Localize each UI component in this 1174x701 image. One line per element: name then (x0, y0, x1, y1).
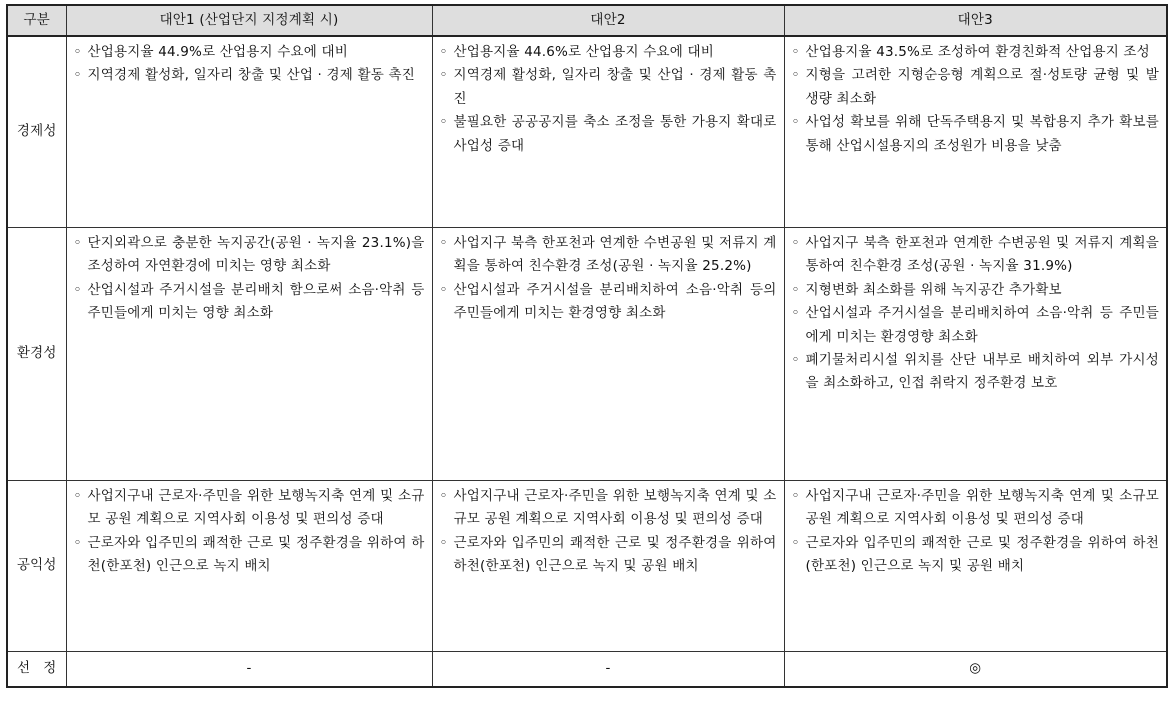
list-item (792, 532, 1160, 579)
bullet-icon: ◦ (439, 44, 448, 60)
row-economic (7, 36, 1167, 228)
list-item (440, 279, 777, 326)
list-item-text: 산업용지율 44.6%로 산업용지 수요에 대비 (453, 44, 714, 60)
list-item-text: 지역경제 활성화, 일자리 창출 및 산업 · 경제 활동 촉진 (87, 67, 415, 84)
list-item-text: 지형을 고려한 지형순응형 계획으로 절·성토량 균형 및 발생량 최소화 (805, 67, 1159, 107)
bullet-icon: ◦ (791, 352, 800, 369)
bullet-icon: ◦ (791, 488, 800, 504)
header-alt1: 대안1 (산업단지 지정계획 시) (66, 5, 432, 36)
bullet-icon: ◦ (439, 534, 448, 551)
bullet-icon: ◦ (439, 488, 448, 504)
list-item-text: 사업성 확보를 위해 단독주택용지 및 복합용지 추가 확보를 통해 산업시설용지의 조성원가 비용을 낮춤 (805, 114, 1159, 154)
alternatives-comparison-table (6, 4, 1168, 688)
bullet-icon: ◦ (791, 281, 800, 298)
header-row (7, 5, 1167, 36)
row-label-environmental: 환경성 (7, 228, 66, 481)
list-item (792, 485, 1160, 532)
bullet-icon: ◦ (73, 281, 82, 298)
bullet-icon: ◦ (439, 114, 448, 131)
cell-economic-alt3 (784, 36, 1167, 228)
list-item (440, 232, 777, 279)
list-item (792, 302, 1160, 349)
list-item (792, 41, 1160, 64)
list-item (792, 111, 1160, 158)
cell-environmental-alt3 (784, 228, 1167, 481)
list-item-text: 지형변화 최소화를 위해 녹지공간 추가확보 (805, 281, 1062, 298)
list-item-text: 폐기물처리시설 위치를 산단 내부로 배치하여 외부 가시성을 최소화하고, 인접 취락지 정주환경 보호 (805, 352, 1159, 392)
list-item (74, 41, 425, 64)
header-alt2: 대안2 (432, 5, 784, 36)
list-item (792, 64, 1160, 111)
list-item (74, 485, 425, 532)
cell-public-interest-alt2 (432, 481, 784, 652)
header-category: 구분 (7, 5, 66, 36)
bullet-icon: ◦ (791, 44, 800, 60)
bullet-icon: ◦ (73, 235, 82, 251)
selection-label-char2: 정 (43, 660, 57, 677)
list-item-text: 산업용지율 43.5%로 조성하여 환경친화적 산업용지 조성 (805, 44, 1150, 60)
cell-economic-alt1 (66, 36, 432, 228)
selection-alt1: - (66, 652, 432, 688)
list-item-text: 사업지구 북측 한포천과 연계한 수변공원 및 저류지 계획을 통하여 친수환경 조성(공원 · 녹지율 31.9%) (805, 235, 1159, 275)
bullet-icon: ◦ (73, 534, 82, 551)
list-item-text: 사업지구내 근로자·주민을 위한 보행녹지축 연계 및 소규모 공원 계획으로 지역사회 이용성 및 편의성 증대 (87, 488, 425, 528)
list-item (74, 532, 425, 579)
bullet-icon: ◦ (791, 235, 800, 251)
bullet-icon: ◦ (791, 305, 800, 322)
selection-alt3-mark: ◎ (784, 652, 1167, 688)
list-item (440, 111, 777, 158)
list-item-text: 사업지구내 근로자·주민을 위한 보행녹지축 연계 및 소규모 공원 계획으로 지역사회 이용성 및 편의성 증대 (805, 488, 1159, 528)
list-item-text: 사업지구 북측 한포천과 연계한 수변공원 및 저류지 계획을 통하여 친수환경 조성(공원 · 녹지율 25.2%) (453, 235, 777, 275)
selection-label-char1: 선 (17, 660, 31, 677)
list-item (74, 279, 425, 326)
list-item-text: 단지외곽으로 충분한 녹지공간(공원 · 녹지율 23.1%)을 조성하여 자연환경에 미치는 영향 최소화 (87, 235, 425, 275)
cell-economic-alt2 (432, 36, 784, 228)
list-item (74, 64, 425, 87)
bullet-icon: ◦ (439, 235, 448, 251)
row-label-public-interest: 공익성 (7, 481, 66, 652)
bullet-icon: ◦ (73, 67, 82, 84)
list-item-text: 산업시설과 주거시설을 분리배치하여 소음·악취 등 주민들에게 미치는 환경영향 최소화 (805, 305, 1159, 345)
bullet-icon: ◦ (791, 67, 800, 84)
row-label-economic: 경제성 (7, 36, 66, 228)
list-item (74, 232, 425, 279)
cell-environmental-alt2 (432, 228, 784, 481)
cell-environmental-alt1 (66, 228, 432, 481)
bullet-icon: ◦ (439, 67, 448, 84)
list-item-text: 불필요한 공공공지를 축소 조정을 통한 가용지 확대로 사업성 증대 (453, 114, 777, 154)
bullet-icon: ◦ (73, 488, 82, 504)
list-item-text: 사업지구내 근로자·주민을 위한 보행녹지축 연계 및 소규모 공원 계획으로 지역사회 이용성 및 편의성 증대 (453, 488, 777, 528)
list-item-text: 근로자와 입주민의 쾌적한 근로 및 정주환경을 위하여 하천(한포천) 인근으로 녹지 및 공원 배치 (805, 534, 1159, 575)
list-item (792, 232, 1160, 279)
row-selection (7, 652, 1167, 688)
list-item-text: 산업용지율 44.9%로 산업용지 수요에 대비 (87, 44, 348, 60)
header-alt3: 대안3 (784, 5, 1167, 36)
list-item-text: 지역경제 활성화, 일자리 창출 및 산업 · 경제 활동 촉진 (453, 67, 777, 107)
row-label-selection (7, 652, 66, 688)
bullet-icon: ◦ (791, 534, 800, 551)
list-item (792, 349, 1160, 396)
list-item-text: 근로자와 입주민의 쾌적한 근로 및 정주환경을 위하여 하천(한포천) 인근으로 녹지 배치 (87, 534, 425, 575)
list-item (440, 41, 777, 64)
list-item-text: 산업시설과 주거시설을 분리배치하여 소음·악취 등의 주민들에게 미치는 환경영향 최소화 (453, 281, 777, 322)
list-item (440, 532, 777, 579)
bullet-icon: ◦ (73, 44, 82, 60)
comparison-table-wrapper (6, 4, 1166, 688)
bullet-icon: ◦ (439, 281, 448, 298)
list-item-text: 근로자와 입주민의 쾌적한 근로 및 정주환경을 위하여 하천(한포천) 인근으로 녹지 및 공원 배치 (453, 534, 777, 575)
list-item (440, 64, 777, 111)
list-item-text: 산업시설과 주거시설을 분리배치 함으로써 소음·악취 등 주민들에게 미치는 영향 최소화 (87, 281, 425, 322)
selection-label (8, 657, 66, 680)
cell-public-interest-alt1 (66, 481, 432, 652)
bullet-icon: ◦ (791, 114, 800, 131)
list-item (792, 279, 1160, 302)
cell-public-interest-alt3 (784, 481, 1167, 652)
row-environmental (7, 228, 1167, 481)
row-public-interest (7, 481, 1167, 652)
list-item (440, 485, 777, 532)
selection-alt2: - (432, 652, 784, 688)
